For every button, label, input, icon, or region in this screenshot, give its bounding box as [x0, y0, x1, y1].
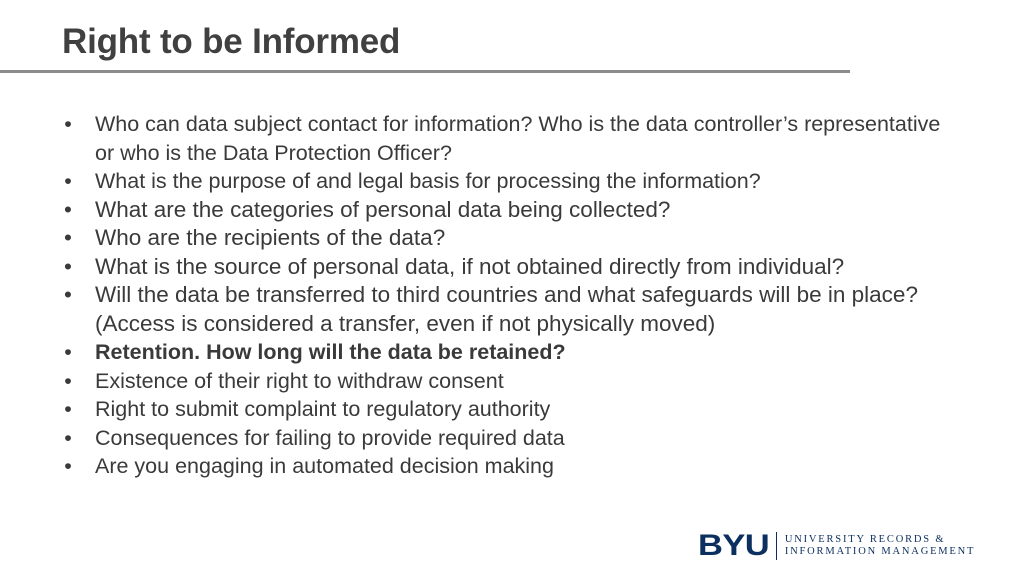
bullet-marker: •: [64, 253, 72, 279]
bullet-marker: •: [64, 225, 72, 250]
bullet-list: [58, 110, 958, 481]
bullet-item-complaint: [58, 395, 958, 424]
bullet-item-source: [58, 253, 958, 282]
bullet-text: Will the data be transferred to third countries and what safeguards will be in place? (Access is considered a transfer, even if not physically moved): [95, 282, 918, 336]
logo-department-text: [785, 534, 975, 559]
bullet-marker: •: [64, 340, 72, 364]
bullet-marker: •: [64, 169, 72, 193]
bullet-text: Who can data subject contact for information? Who is the data controller’s representative or who is the Data Protection Officer?: [95, 112, 941, 165]
bullet-text: Are you engaging in automated decision making: [95, 454, 554, 478]
bullet-text: What are the categories of personal data being collected?: [95, 196, 671, 222]
bullet-item-transfer: [58, 281, 958, 338]
bullet-item-purpose: [58, 167, 958, 196]
bullet-text: Existence of their right to withdraw consent: [95, 368, 504, 393]
byu-wordmark: BYU: [698, 529, 770, 562]
slide-title: Right to be Informed: [62, 22, 401, 61]
bullet-item-withdraw-consent: [58, 367, 958, 396]
bullet-text: What is the source of personal data, if not obtained directly from individual?: [95, 253, 845, 279]
bullet-text: Right to submit complaint to regulatory authority: [95, 397, 551, 421]
bullet-item-consequences: [58, 424, 958, 453]
bullet-marker: •: [64, 196, 72, 222]
bullet-item-recipients: [58, 224, 958, 253]
title-divider: [0, 70, 850, 73]
bullet-marker: •: [64, 425, 72, 450]
bullet-marker: •: [64, 368, 72, 393]
logo-divider: [776, 532, 777, 560]
bullet-marker: •: [64, 282, 72, 307]
bullet-item-retention: [58, 338, 958, 367]
logo-line-1: UNIVERSITY RECORDS &: [784, 533, 946, 545]
bullet-text: Retention. How long will the data be retained?: [95, 340, 566, 364]
bullet-marker: •: [64, 397, 72, 421]
bullet-item-contact: [58, 110, 958, 167]
bullet-text: What is the purpose of and legal basis for processing the information?: [95, 169, 761, 193]
bullet-text: Who are the recipients of the data?: [95, 225, 446, 250]
bullet-item-automated-decisions: [58, 452, 958, 481]
bullet-item-categories: [58, 196, 958, 225]
bullet-text: Consequences for failing to provide required data: [95, 425, 565, 450]
bullet-marker: •: [64, 454, 72, 478]
byu-records-logo: [698, 528, 975, 564]
logo-line-2: INFORMATION MANAGEMENT: [784, 546, 976, 557]
bullet-marker: •: [64, 112, 72, 136]
